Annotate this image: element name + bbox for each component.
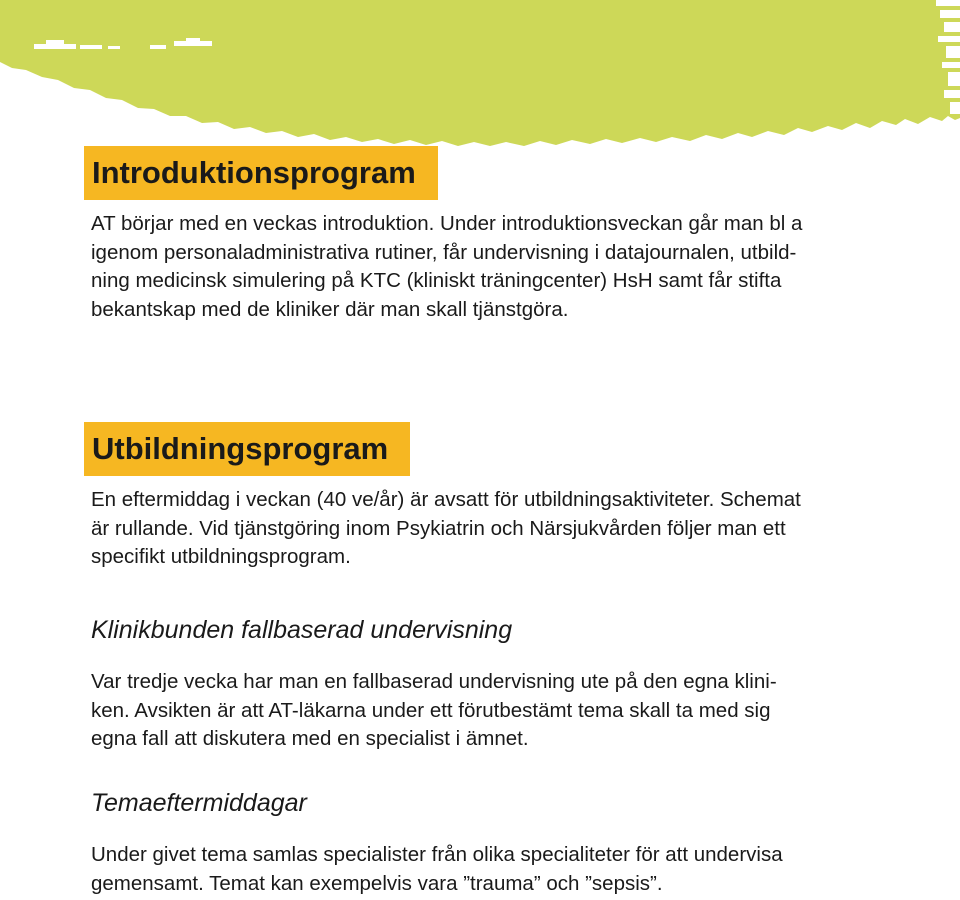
text-line: ning medicinsk simulering på KTC (kliniskt träningcenter) HsH samt får stifta [91,269,782,292]
introduction-heading: Introduktionsprogram [84,146,438,200]
text-line: ken. Avsikten är att AT-läkarna under ett förutbestämt tema skall ta med sig [91,698,771,722]
text-line: bekantskap med de kliniker där man skall tjänstgöra. [91,297,569,321]
clinic-teaching-heading: Klinikbunden fallbaserad undervisning [91,616,513,644]
decorative-banner [0,0,960,150]
education-heading: Utbildningsprogram [84,422,410,476]
text-line: Var tredje vecka har man en fallbaserad undervisning ute på den egna klini- [91,670,777,693]
text-line: specifikt utbildningsprogram. [91,545,351,568]
text-line: igenom personaladministrativa rutiner, får undervisning i datajournalen, utbild- [91,240,797,264]
introduction-paragraph [91,210,911,324]
text-line: AT börjar med en veckas introduktion. Under introduktionsveckan går man bl a [91,212,803,235]
education-paragraph [91,486,911,572]
text-line: egna fall att diskutera med en specialist i ämnet. [91,727,529,750]
text-line: Under givet tema samlas specialister från olika specialiteter för att undervisa [91,843,783,866]
text-line: är rullande. Vid tjänstgöring inom Psykiatrin och Närsjukvården följer man ett [91,516,786,540]
clinic-teaching-paragraph [91,668,911,754]
theme-afternoons-paragraph [91,841,911,898]
text-line: gemensamt. Temat kan exempelvis vara ”trauma” och ”sepsis”. [91,871,663,895]
text-line: En eftermiddag i veckan (40 ve/år) är avsatt för utbildningsaktiviteter. Schemat [91,488,801,511]
theme-afternoons-heading: Temaeftermiddagar [91,789,307,817]
